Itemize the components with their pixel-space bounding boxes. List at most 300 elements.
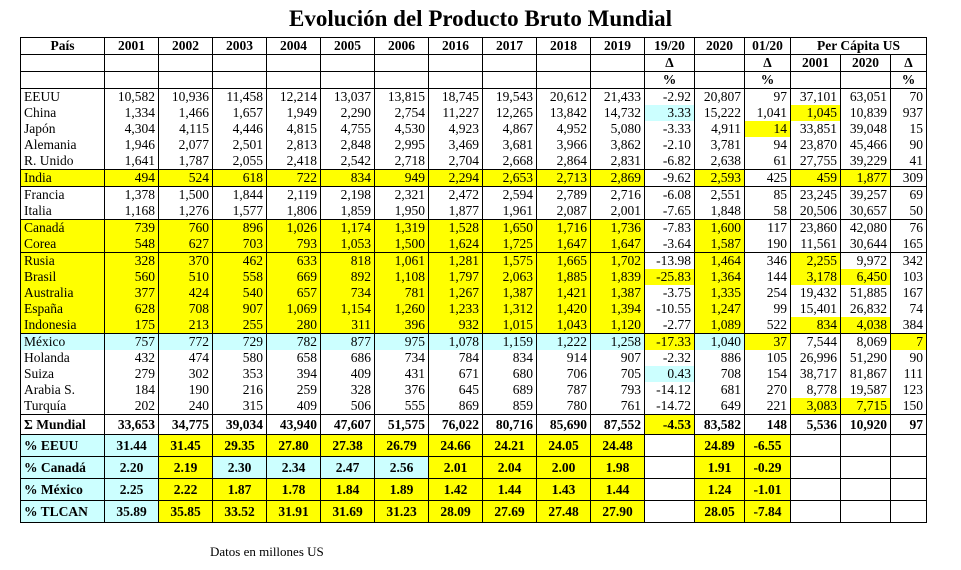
table-cell: 76 [891,220,927,237]
table-cell: 30,657 [841,203,891,220]
table-cell: 81,867 [841,366,891,382]
table-cell: -3.64 [645,236,695,253]
table-cell: -13.98 [645,253,695,270]
table-cell [791,479,841,501]
col-header-year: 2003 [213,38,267,55]
table-cell: 41 [891,153,927,170]
table-cell: 63,051 [841,89,891,106]
table-cell: 3,966 [537,137,591,153]
table-cell: 1,053 [321,236,375,253]
table-cell: 1.91 [695,457,745,479]
table-cell: 510 [159,269,213,285]
table-cell: 1,247 [695,301,745,317]
table-cell: 23,245 [791,187,841,204]
table-cell: 4,952 [537,121,591,137]
table-cell: -9.62 [645,170,695,187]
country-name: EEUU [21,89,105,106]
table-cell: 11,458 [213,89,267,106]
table-cell: 409 [321,366,375,382]
table-cell: 1,276 [159,203,213,220]
table-cell: 834 [483,350,537,366]
table-cell: 6,450 [841,269,891,285]
table-cell: 1,026 [267,220,321,237]
table-cell: 384 [891,317,927,334]
table-cell: 1,281 [429,253,483,270]
table-cell: 1,716 [537,220,591,237]
col-header-01-20: 01/20 [745,38,791,55]
table-cell: 2,848 [321,137,375,153]
table-cell: 1,500 [159,187,213,204]
table-cell: 39,048 [841,121,891,137]
table-cell: 949 [375,170,429,187]
table-cell: 1.98 [591,457,645,479]
table-cell [645,435,695,457]
table-cell: 1,650 [483,220,537,237]
col-header-19-20: 19/20 [645,38,695,55]
table-cell: 834 [791,317,841,334]
table-cell: 123 [891,382,927,398]
table-cell: 1,378 [105,187,159,204]
table-cell: 1.44 [591,479,645,501]
table-cell: 20,506 [791,203,841,220]
col-header-year: 2016 [429,38,483,55]
table-cell: 627 [159,236,213,253]
table-row [21,317,927,334]
col-header-pc-2001: 2001 [791,55,841,72]
table-cell: 2,995 [375,137,429,153]
table-cell: 1,600 [695,220,745,237]
table-cell: 1,877 [429,203,483,220]
table-cell: 722 [267,170,321,187]
table-cell: 396 [375,317,429,334]
table-row [21,269,927,285]
table-cell: 1,885 [537,269,591,285]
table-cell: 58 [745,203,791,220]
percent-symbol: % [745,72,791,89]
table-cell: -1.01 [745,479,791,501]
table-cell: 705 [591,366,645,382]
table-cell: 431 [375,366,429,382]
table-cell [841,457,891,479]
table-cell: 907 [213,301,267,317]
table-cell: 1,387 [591,285,645,301]
table-cell: -6.08 [645,187,695,204]
table-cell: 689 [483,382,537,398]
table-cell: 937 [891,105,927,121]
country-name: Alemania [21,137,105,153]
table-cell: 1,848 [695,203,745,220]
table-cell: 270 [745,382,791,398]
table-cell: 26.79 [375,435,429,457]
table-cell: 105 [745,350,791,366]
table-cell: 892 [321,269,375,285]
table-cell: 99 [745,301,791,317]
table-cell [791,501,841,523]
table-cell: 932 [429,317,483,334]
table-cell: 2.25 [105,479,159,501]
table-cell: 1,078 [429,334,483,351]
table-cell: 39,257 [841,187,891,204]
table-cell: 346 [745,253,791,270]
country-name: Rusia [21,253,105,270]
table-cell: 154 [745,366,791,382]
table-cell: 12,214 [267,89,321,106]
table-cell: 1,641 [105,153,159,170]
table-cell: -14.72 [645,398,695,415]
table-cell: 2,542 [321,153,375,170]
table-cell: 14,732 [591,105,645,121]
table-cell: 1.43 [537,479,591,501]
table-cell: 1.89 [375,479,429,501]
table-cell: 24.89 [695,435,745,457]
table-cell: -0.29 [745,457,791,479]
table-cell: -6.55 [745,435,791,457]
table-cell: 377 [105,285,159,301]
table-cell: 686 [321,350,375,366]
table-cell: -2.92 [645,89,695,106]
table-cell: 522 [745,317,791,334]
table-cell: 1,877 [841,170,891,187]
table-cell: 74 [891,301,927,317]
table-cell: 681 [695,382,745,398]
table-cell: 1,806 [267,203,321,220]
table-cell: 3,469 [429,137,483,153]
table-cell: 1,797 [429,269,483,285]
table-row [21,137,927,153]
table-cell: 760 [159,220,213,237]
table-cell: 1,950 [375,203,429,220]
table-cell: 1,015 [483,317,537,334]
table-cell: 4,911 [695,121,745,137]
table-cell: 1,949 [267,105,321,121]
table-cell: 555 [375,398,429,415]
table-cell: 70 [891,89,927,106]
table-cell: 7,544 [791,334,841,351]
table-cell: 311 [321,317,375,334]
table-cell: 907 [591,350,645,366]
table-cell: 9,972 [841,253,891,270]
table-cell: 1,069 [267,301,321,317]
table-cell: 708 [159,301,213,317]
table-cell: 150 [891,398,927,415]
table-cell: 26,832 [841,301,891,317]
table-cell: 15,401 [791,301,841,317]
table-cell: 818 [321,253,375,270]
country-name: Suiza [21,366,105,382]
table-cell: 2,472 [429,187,483,204]
table-row [21,170,927,187]
table-cell: 657 [267,285,321,301]
table-cell: 2,055 [213,153,267,170]
table-cell: 2,831 [591,153,645,170]
table-cell: 27.48 [537,501,591,523]
table-row [21,89,927,106]
table-cell: 1.42 [429,479,483,501]
table-cell: 834 [321,170,375,187]
table-cell: 167 [891,285,927,301]
table-cell: 1,500 [375,236,429,253]
table-cell: 2,754 [375,105,429,121]
col-header-year: 2006 [375,38,429,55]
table-cell: 24.05 [537,435,591,457]
table-cell: 11,561 [791,236,841,253]
table-cell: 309 [891,170,927,187]
table-cell: 27.90 [591,501,645,523]
table-cell: 1,665 [537,253,591,270]
table-cell: 51,575 [375,415,429,435]
table-cell: 780 [537,398,591,415]
table-cell: 14 [745,121,791,137]
table-cell: 4,446 [213,121,267,137]
table-cell: 50 [891,203,927,220]
table-cell: 680 [483,366,537,382]
table-cell: 628 [105,301,159,317]
table-cell: 1,528 [429,220,483,237]
table-cell: 2,321 [375,187,429,204]
percent-symbol: % [891,72,927,89]
table-cell: 15,222 [695,105,745,121]
table-cell: 2,653 [483,170,537,187]
table-cell: 3,178 [791,269,841,285]
col-header-2020: 2020 [695,38,745,55]
table-cell: 4,115 [159,121,213,137]
table-cell: -7.83 [645,220,695,237]
table-cell: 1,839 [591,269,645,285]
table-cell: 782 [267,334,321,351]
percent-row [21,501,927,523]
table-row [21,105,927,121]
table-cell: 190 [159,382,213,398]
table-cell: 1,041 [745,105,791,121]
table-cell: 85 [745,187,791,204]
col-header-year: 2017 [483,38,537,55]
table-cell: 793 [267,236,321,253]
table-cell: 76,022 [429,415,483,435]
table-cell: 1,120 [591,317,645,334]
table-cell: 1,725 [483,236,537,253]
table-cell: 886 [695,350,745,366]
table-cell: 2.56 [375,457,429,479]
table-cell [891,435,927,457]
table-cell: 37 [745,334,791,351]
table-cell: 240 [159,398,213,415]
table-cell: 708 [695,366,745,382]
table-cell: 255 [213,317,267,334]
table-cell: 90 [891,137,927,153]
table-cell: 4,867 [483,121,537,137]
country-name: R. Unido [21,153,105,170]
table-cell: 97 [891,415,927,435]
table-cell: 1,464 [695,253,745,270]
table-cell: 1,844 [213,187,267,204]
table-cell: 20,612 [537,89,591,106]
table-cell: 1,647 [591,236,645,253]
table-cell: 558 [213,269,267,285]
table-cell: 342 [891,253,927,270]
table-cell: 31.45 [159,435,213,457]
table-cell: 19,432 [791,285,841,301]
table-cell: 4,923 [429,121,483,137]
table-cell: 39,034 [213,415,267,435]
table-cell: 328 [105,253,159,270]
table-cell [841,435,891,457]
table-cell: 33,851 [791,121,841,137]
table-cell: 424 [159,285,213,301]
table-cell: 97 [745,89,791,106]
table-cell: 633 [267,253,321,270]
table-row [21,153,927,170]
table-cell: 425 [745,170,791,187]
table-cell: 729 [213,334,267,351]
col-header-pais: País [21,38,105,55]
table-cell: 793 [591,382,645,398]
table-cell: 31.91 [267,501,321,523]
table-cell [645,479,695,501]
table-cell: 1,335 [695,285,745,301]
table-cell: 24.21 [483,435,537,457]
table-cell: 2,594 [483,187,537,204]
table-cell: 35.89 [105,501,159,523]
table-cell: 1,174 [321,220,375,237]
table-cell: 13,842 [537,105,591,121]
table-cell: 2.19 [159,457,213,479]
table-cell: 3,083 [791,398,841,415]
table-cell: 671 [429,366,483,382]
table-cell: -3.33 [645,121,695,137]
table-cell: 1,421 [537,285,591,301]
table-cell: 10,839 [841,105,891,121]
table-cell: 21,433 [591,89,645,106]
table-cell: 560 [105,269,159,285]
delta-symbol: Δ [745,55,791,72]
table-cell: 706 [537,366,591,382]
country-name: Italia [21,203,105,220]
table-cell: 2,668 [483,153,537,170]
table-cell: 2.04 [483,457,537,479]
table-cell: 869 [429,398,483,415]
header-row-1 [21,38,927,55]
table-cell: -7.65 [645,203,695,220]
table-cell: 12,265 [483,105,537,121]
col-header-year: 2004 [267,38,321,55]
table-cell: 1,466 [159,105,213,121]
table-cell: 1,260 [375,301,429,317]
table-row [21,382,927,398]
table-cell: 87,552 [591,415,645,435]
table-cell: 4,304 [105,121,159,137]
table-cell: 1,222 [537,334,591,351]
table-cell: 914 [537,350,591,366]
table-cell: 184 [105,382,159,398]
table-cell: 31.69 [321,501,375,523]
table-cell: 43,940 [267,415,321,435]
table-cell: 3,862 [591,137,645,153]
table-cell [891,479,927,501]
table-cell [791,435,841,457]
table-cell: 494 [105,170,159,187]
table-cell: 734 [375,350,429,366]
table-cell: -6.82 [645,153,695,170]
table-cell: 20,807 [695,89,745,106]
table-row [21,334,927,351]
table-cell: 80,716 [483,415,537,435]
table-cell: 2,294 [429,170,483,187]
table-cell: 38,717 [791,366,841,382]
table-cell: 2.30 [213,457,267,479]
table-cell: -2.32 [645,350,695,366]
table-cell: 669 [267,269,321,285]
table-cell: 33,653 [105,415,159,435]
table-cell: 1,168 [105,203,159,220]
table-cell: 31.23 [375,501,429,523]
table-cell: 37,101 [791,89,841,106]
table-cell: -25.83 [645,269,695,285]
table-cell: 4,815 [267,121,321,137]
table-cell: 2,255 [791,253,841,270]
country-name: Indonesia [21,317,105,334]
col-header-year: 2005 [321,38,375,55]
table-cell: 658 [267,350,321,366]
table-cell: 540 [213,285,267,301]
table-cell: -10.55 [645,301,695,317]
table-cell: 2,290 [321,105,375,121]
country-name: Canadá [21,220,105,237]
country-name: Brasil [21,269,105,285]
table-cell: 2,869 [591,170,645,187]
table-cell: 1,787 [159,153,213,170]
table-cell: 2.34 [267,457,321,479]
table-cell: 757 [105,334,159,351]
table-cell: 1,061 [375,253,429,270]
col-header-year: 2019 [591,38,645,55]
table-cell: 1,040 [695,334,745,351]
table-cell: 254 [745,285,791,301]
table-cell: 580 [213,350,267,366]
table-cell: 24.66 [429,435,483,457]
table-cell: 259 [267,382,321,398]
col-header-year: 2002 [159,38,213,55]
table-cell: 548 [105,236,159,253]
table-cell: 2,501 [213,137,267,153]
table-cell: 2.22 [159,479,213,501]
table-cell: 10,936 [159,89,213,106]
table-cell: 1,233 [429,301,483,317]
table-cell: 10,920 [841,415,891,435]
table-cell: 51,290 [841,350,891,366]
table-cell: 8,778 [791,382,841,398]
table-row [21,366,927,382]
table-cell: 474 [159,350,213,366]
table-cell [791,457,841,479]
table-cell: 216 [213,382,267,398]
table-cell: 23,860 [791,220,841,237]
col-header-year: 2001 [105,38,159,55]
table-cell: 34,775 [159,415,213,435]
table-cell: 2,001 [591,203,645,220]
table-cell: 1,961 [483,203,537,220]
table-cell: 877 [321,334,375,351]
percent-label: % Canadá [21,457,105,479]
table-cell: 1,108 [375,269,429,285]
table-cell: 7 [891,334,927,351]
table-cell: 353 [213,366,267,382]
table-cell: 506 [321,398,375,415]
table-cell: 2,063 [483,269,537,285]
table-cell: 1,364 [695,269,745,285]
percent-label: % TLCAN [21,501,105,523]
header-row-3 [21,72,927,89]
table-cell: 18,745 [429,89,483,106]
